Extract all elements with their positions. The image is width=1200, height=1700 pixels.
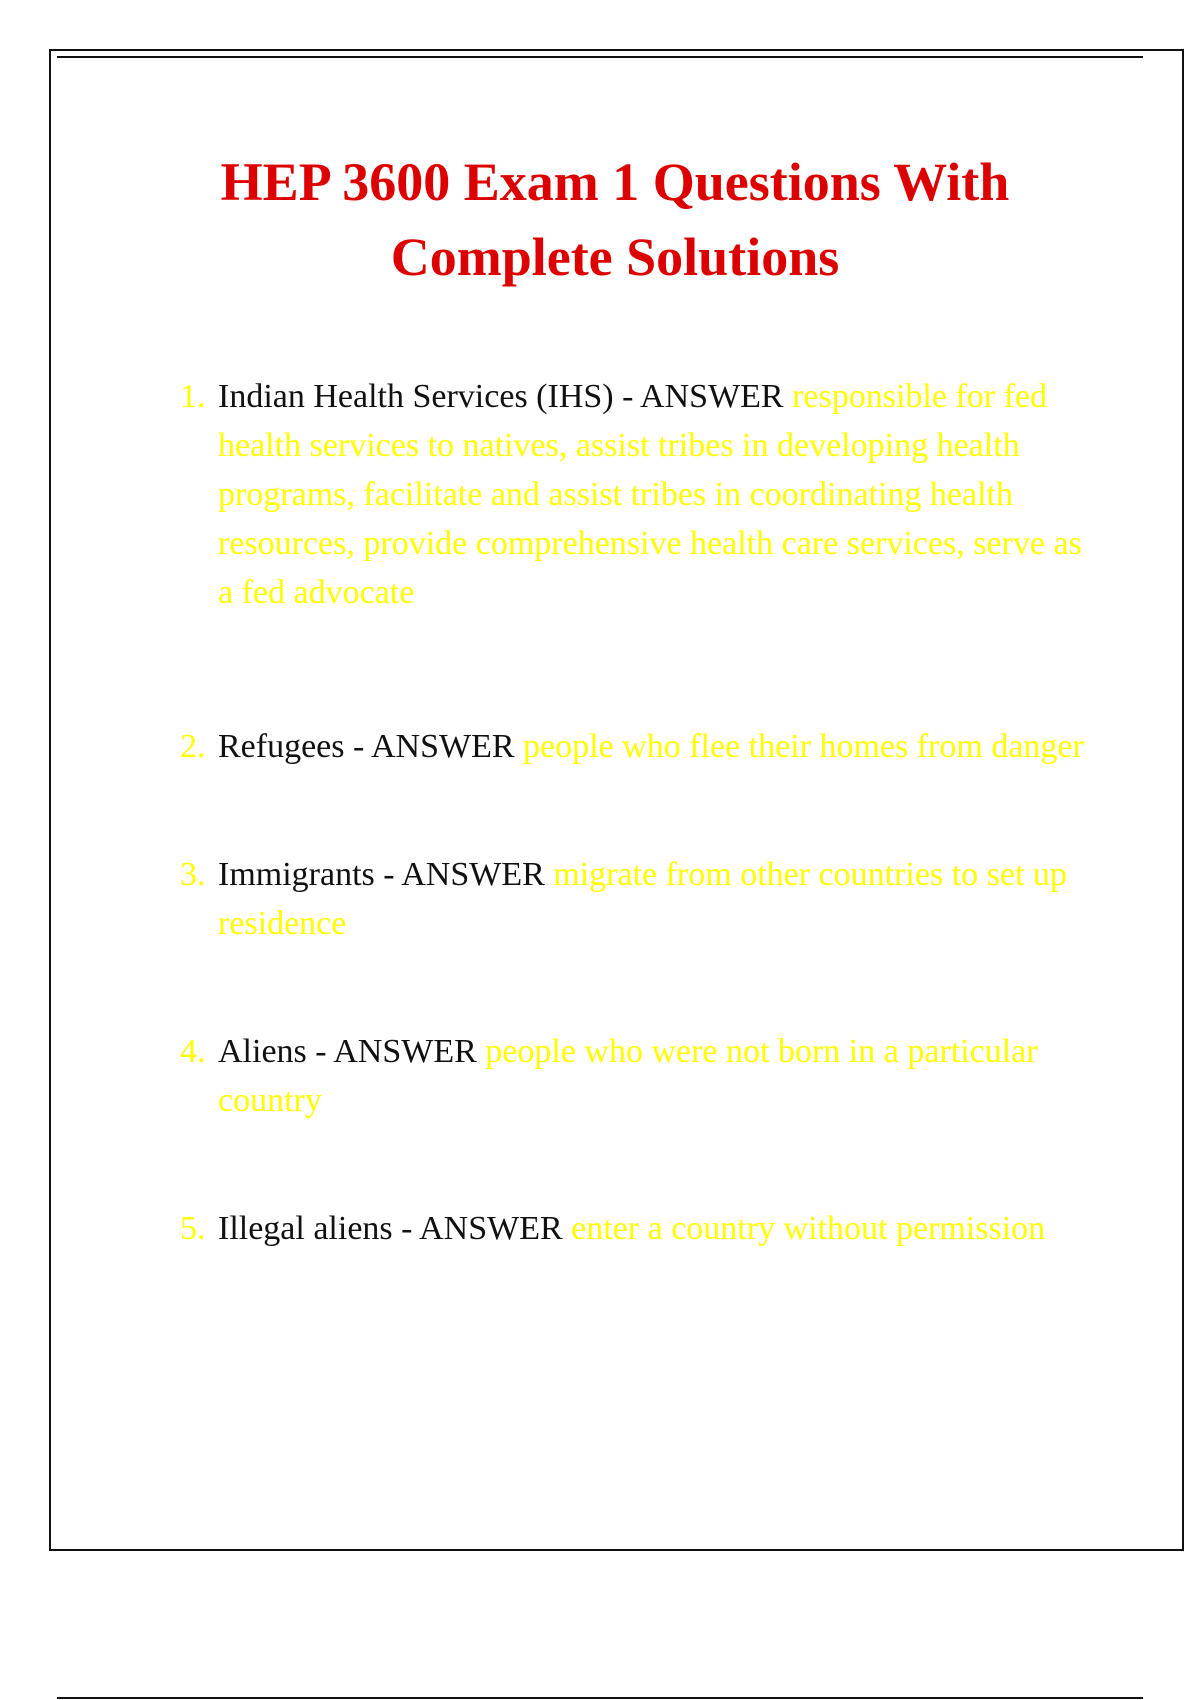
question-term: Immigrants xyxy=(218,856,375,893)
answer-separator: - ANSWER xyxy=(344,728,524,765)
question-answer: responsible for fed health services to natives, assist tribes in developing health programs, facilitate and assist tribes in coordinating health resources, provide comprehensive health care services, serve as a fed advocate xyxy=(218,378,1082,611)
top-rule xyxy=(57,56,1143,58)
answer-separator: - ANSWER xyxy=(392,1210,572,1247)
document-title: HEP 3600 Exam 1 Questions With Complete Solutions xyxy=(220,152,1010,287)
answer-separator: - ANSWER xyxy=(613,378,793,415)
question-term: Illegal aliens xyxy=(218,1210,393,1247)
question-item-2 xyxy=(178,722,1098,771)
question-answer: people who flee their homes from danger xyxy=(523,728,1084,765)
question-list xyxy=(178,372,1098,1253)
question-term: Refugees xyxy=(218,728,345,765)
question-answer: enter a country without permission xyxy=(571,1210,1046,1247)
question-item-5 xyxy=(178,1204,1098,1253)
question-number: 4. xyxy=(180,1033,206,1070)
question-term: Aliens xyxy=(218,1033,307,1070)
question-item-3 xyxy=(178,850,1098,948)
answer-separator: - ANSWER xyxy=(306,1033,486,1070)
question-item-4 xyxy=(178,1027,1098,1125)
question-number: 3. xyxy=(180,856,206,893)
answer-separator: - ANSWER xyxy=(374,856,554,893)
question-answer: people who were not born in a particular country xyxy=(218,1033,1038,1119)
question-term: Indian Health Services (IHS) xyxy=(218,378,614,415)
question-answer: migrate from other countries to set up residence xyxy=(218,856,1067,942)
question-number: 1. xyxy=(180,378,206,415)
question-item-1 xyxy=(178,372,1098,617)
bottom-rule xyxy=(57,1697,1143,1699)
question-number: 5. xyxy=(180,1210,206,1247)
question-number: 2. xyxy=(180,728,206,765)
